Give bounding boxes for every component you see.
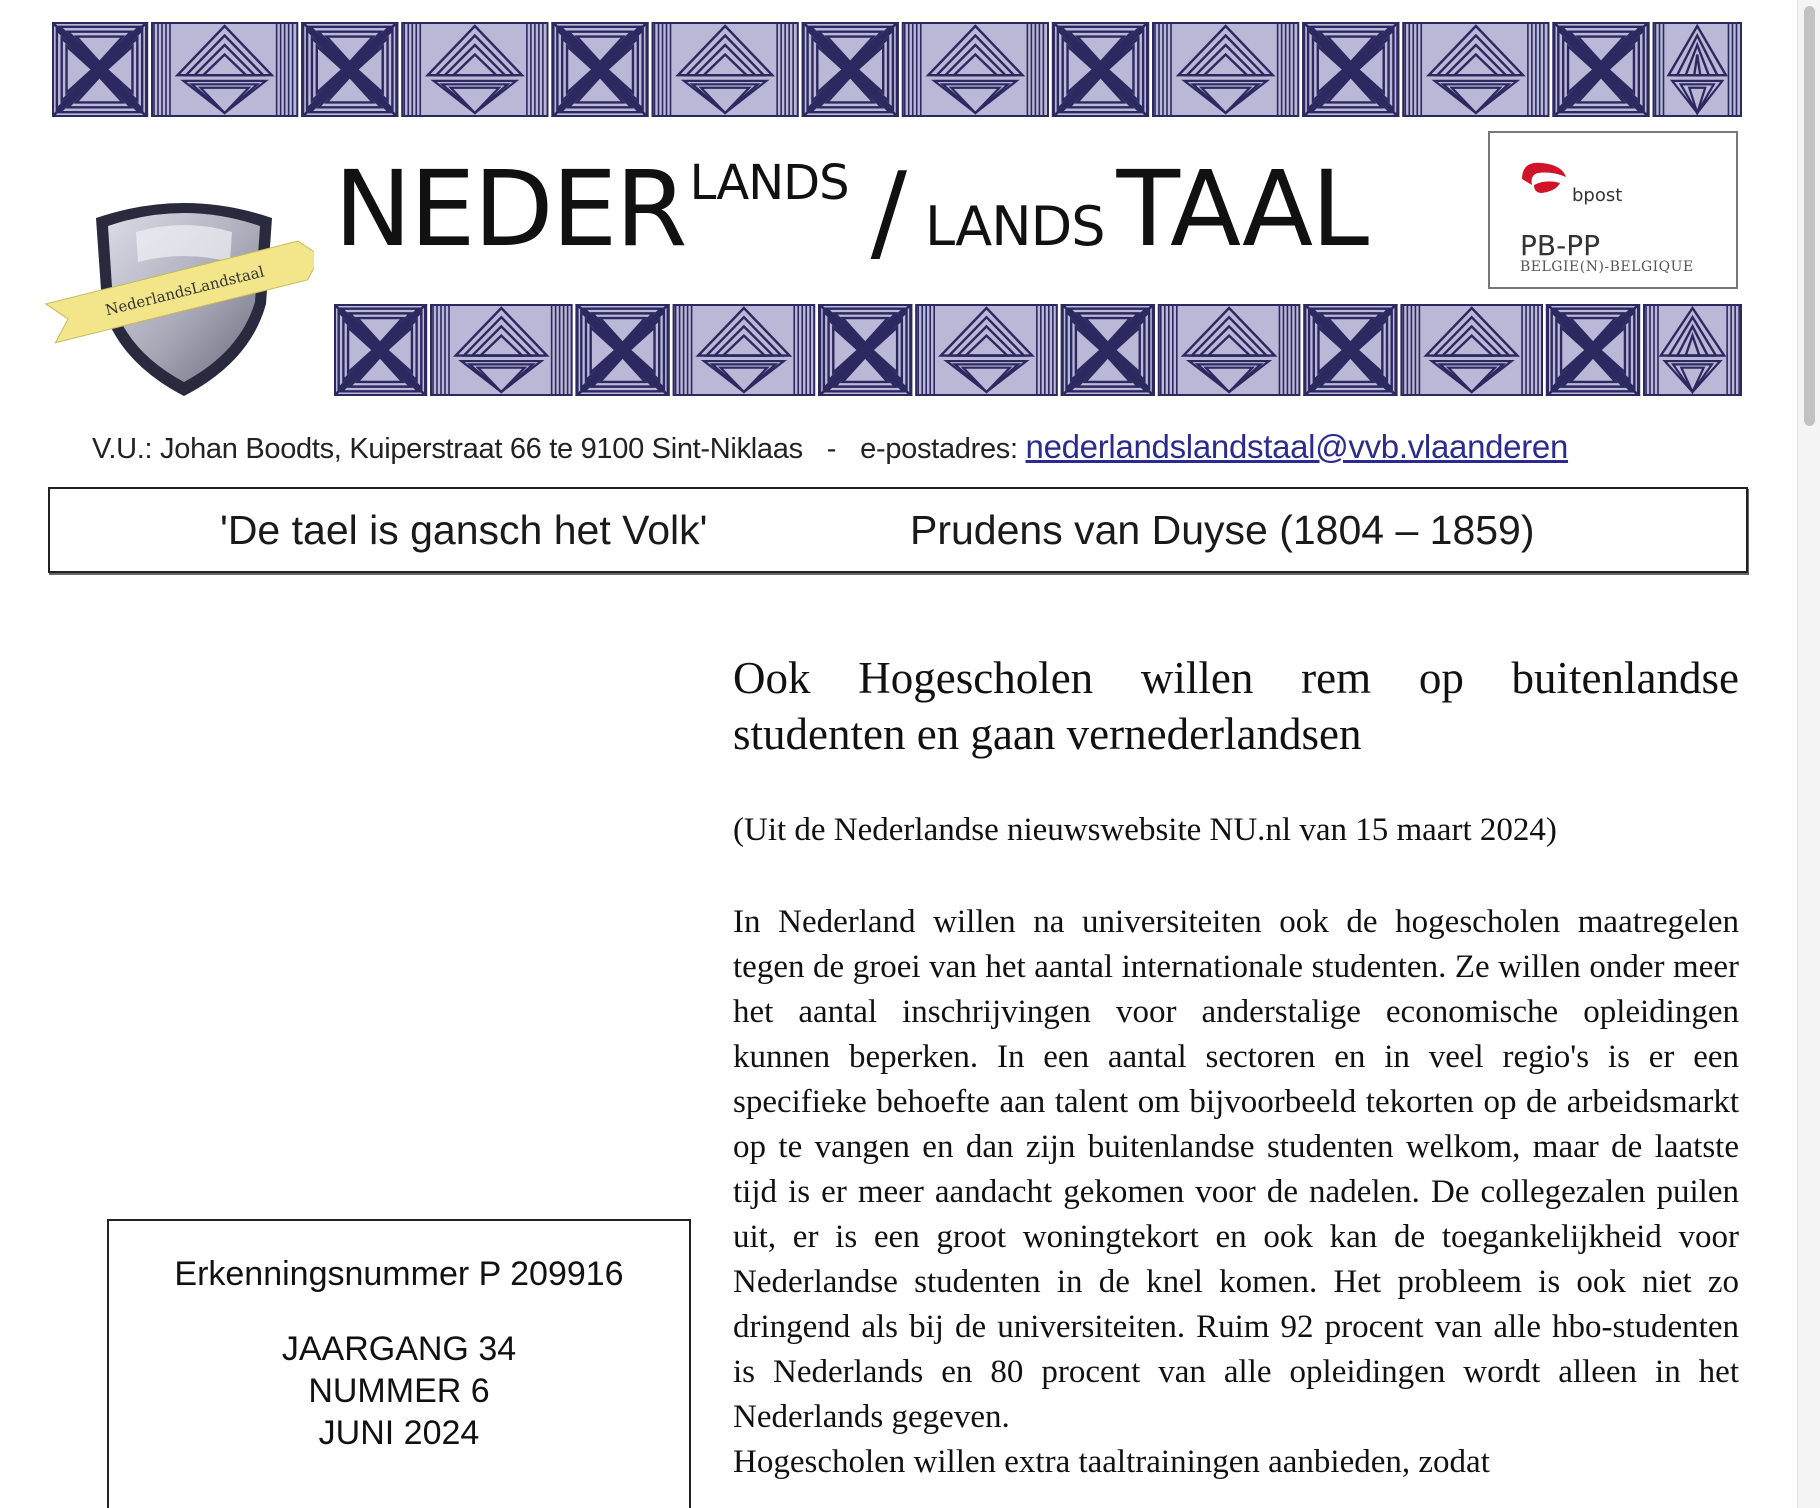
publisher-separator: -: [826, 433, 837, 465]
postage-country: BELGIE(N)-BELGIQUE: [1520, 259, 1694, 275]
article-paragraph: In Nederland willen na universiteiten ook de hogescholen maatregelen tegen de groei van het aantal internationale studenten. Ze willen onder meer het aantal inschrijvingen voor anderstalige economische opleidingen kunnen beperken. In een aantal sectoren en in veel regio's is er een specifieke behoefte aan talent om bijvoorbeeld tekorten op de arbeidsmarkt op te vangen en dan zijn buitenlandse studenten welkom, maar de laatste tijd is er meer aandacht gekomen voor de nadelen. De collegezalen puilen uit, er is een groot woningtekort en ook kan de toegankelijkheid voor Nederlandse studenten in de knel komen. Het probleem is ook niet zo dringend als bij de universiteiten. Ruim 92 procent van alle hbo-studenten is Nederlands en 80 procent van alle opleidingen wordt alleen in het Nederlands gegeven.: [733, 904, 1739, 1435]
issue-details: [109, 1328, 689, 1454]
article-continuation: Hogescholen willen extra taaltrainingen aanbieden, zodat: [733, 1444, 1490, 1480]
motto-quote: 'De tael is gansch het Volk': [220, 507, 708, 553]
masthead-neder: NEDER: [334, 148, 686, 270]
top-pattern-band: [52, 22, 1742, 117]
shield-logo: [44, 192, 314, 402]
masthead-lands-super: LANDS: [689, 155, 849, 211]
article-source: (Uit de Nederlandse nieuwswebsite NU.nl van 15 maart 2024): [733, 812, 1557, 848]
publisher-line: [92, 428, 1568, 466]
middle-pattern-band: [334, 304, 1742, 396]
motto-box: [48, 487, 1748, 573]
masthead-lands-small: LANDS: [924, 195, 1105, 258]
email-link[interactable]: nederlandslandstaal@vvb.vlaanderen: [1025, 428, 1569, 465]
vertical-scrollbar[interactable]: [1797, 0, 1820, 1508]
issue-date: JUNI 2024: [318, 1414, 480, 1452]
motto-author: Prudens van Duyse (1804 – 1859): [910, 507, 1535, 553]
scrollbar-thumb[interactable]: [1804, 6, 1815, 426]
article-title: Ook Hogescholen willen rem op buitenlandse studenten en gaan vernederlandsen: [733, 653, 1739, 759]
issue-volume: JAARGANG 34: [281, 1330, 517, 1368]
issue-number: NUMMER 6: [308, 1372, 490, 1410]
masthead-title: [334, 150, 1367, 300]
masthead-slash: /: [870, 150, 907, 275]
logo-banner-text: NederlandsLandstaal: [103, 262, 266, 320]
article: [733, 650, 1739, 1485]
postage-box: [1488, 131, 1738, 289]
postage-code: PB-PP: [1520, 229, 1600, 262]
registration-number: Erkenningsnummer P 209916: [174, 1255, 624, 1293]
email-label: e-postadres:: [860, 433, 1018, 465]
publisher-address: V.U.: Johan Boodts, Kuiperstraat 66 te 9100 Sint-Niklaas: [92, 433, 803, 465]
issue-info-box: [107, 1219, 691, 1508]
masthead-taal: TAAL: [1116, 148, 1368, 270]
bpost-brand: bpost: [1572, 185, 1623, 206]
article-body: [733, 900, 1739, 1485]
